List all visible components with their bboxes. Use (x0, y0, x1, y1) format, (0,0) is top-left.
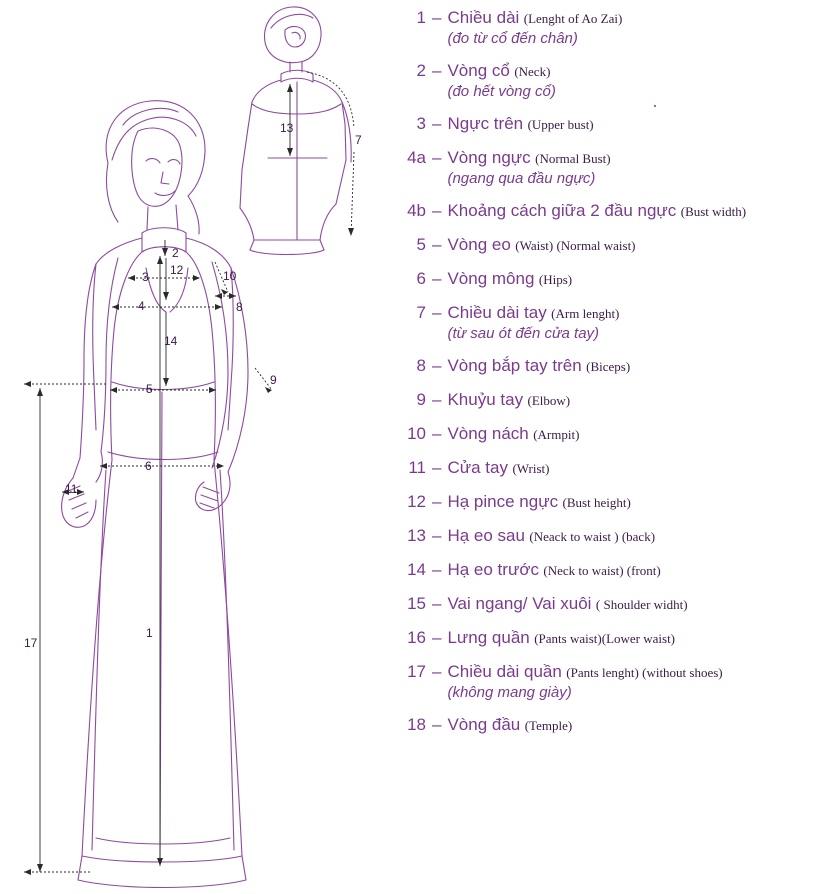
figure-label-13: 13 (280, 121, 294, 135)
legend-body (447, 715, 832, 735)
legend-item-17 (392, 662, 832, 701)
stray-dot-mark (654, 105, 656, 107)
legend-label-en: ( Shoulder widht) (595, 597, 688, 612)
legend-label-en: (Armpit) (533, 427, 580, 442)
legend-dash: – (432, 458, 442, 477)
legend-label-vi: Chiều dài quần (447, 662, 562, 681)
figure-label-9: 9 (270, 373, 277, 387)
legend-dash: – (432, 8, 442, 27)
figure-label-4: 4 (138, 299, 145, 313)
legend-dash: – (432, 269, 442, 288)
legend-body (447, 201, 832, 221)
legend-label-vi: Vòng ngực (447, 148, 531, 167)
legend-dash: – (432, 526, 442, 545)
legend-item-15 (392, 594, 832, 614)
legend-label-en: (Waist) (Normal waist) (515, 238, 636, 253)
legend-item-16 (392, 628, 832, 648)
legend-label-en: (Neck) (514, 64, 551, 79)
legend-dash: – (432, 114, 442, 133)
legend-index: 11 (408, 458, 426, 477)
legend-body (447, 356, 832, 376)
legend-index: 17 (407, 662, 426, 681)
legend-item-2 (392, 61, 832, 100)
figure-label-8: 8 (236, 300, 243, 314)
legend-dash: – (432, 662, 442, 681)
legend-label-en: (Upper bust) (527, 117, 594, 132)
legend-index: 10 (407, 424, 426, 443)
legend-item-6 (392, 269, 832, 289)
legend-label-en: (Neck to waist) (front) (543, 563, 661, 578)
legend-body (447, 303, 832, 342)
figure-label-14: 14 (164, 334, 178, 348)
legend-index: 2 (416, 61, 426, 80)
legend-dash: – (432, 303, 442, 322)
legend-note-vi: (đo hết vòng cổ) (447, 83, 556, 100)
legend-label-vi: Vai ngang/ Vai xuôi (447, 594, 592, 613)
measurement-legend (392, 8, 832, 749)
legend-body (447, 61, 832, 100)
legend-label-vi: Vòng đầu (447, 715, 521, 734)
legend-dash: – (432, 424, 442, 443)
legend-label-vi: Khuỷu tay (447, 390, 524, 409)
legend-dash: – (432, 235, 442, 254)
measure-lines (24, 72, 354, 872)
legend-note-vi: (ngang qua đầu ngực) (447, 170, 596, 187)
legend-label-vi: Vòng bắp tay trên (447, 356, 582, 375)
legend-label-vi: Hạ eo sau (447, 526, 525, 545)
legend-index: 7 (416, 303, 426, 322)
legend-label-en: (Neack to waist ) (back) (529, 529, 656, 544)
legend-index: 8 (416, 356, 426, 375)
legend-note-vi: (từ sau ót đến cửa tay) (447, 325, 600, 342)
legend-index: 9 (416, 390, 426, 409)
legend-dash: – (432, 61, 442, 80)
legend-item-18 (392, 715, 832, 735)
legend-label-vi: Vòng cổ (447, 61, 510, 80)
legend-label-vi: Ngực trên (447, 114, 524, 133)
legend-body (447, 114, 832, 134)
figure-label-11: 11 (65, 482, 78, 496)
figure-label-7: 7 (355, 133, 362, 147)
figure-label-2: 2 (172, 246, 179, 260)
legend-label-vi: Cửa tay (447, 458, 508, 477)
legend-dash: – (432, 390, 442, 409)
legend-body (447, 148, 832, 187)
legend-item-12 (392, 492, 832, 512)
legend-label-en: (Arm lenght) (551, 306, 620, 321)
legend-item-5 (392, 235, 832, 255)
legend-item-8 (392, 356, 832, 376)
legend-label-en: (Elbow) (527, 393, 571, 408)
legend-dash: – (432, 148, 442, 167)
figure-label-5: 5 (146, 382, 153, 396)
legend-item-9 (392, 390, 832, 410)
legend-label-vi: Vòng mông (447, 269, 535, 288)
legend-body (447, 8, 832, 47)
back-view-figure (240, 7, 351, 255)
legend-body (447, 628, 832, 648)
legend-dash: – (432, 356, 442, 375)
legend-index: 12 (407, 492, 426, 511)
legend-item-4b (392, 201, 832, 221)
legend-label-vi: Chiều dài (447, 8, 520, 27)
legend-label-vi: Lưng quần (447, 628, 530, 647)
legend-body (447, 560, 832, 580)
measure-arrowheads (24, 84, 354, 875)
legend-label-vi: Khoảng cách giữa 2 đầu ngực (447, 201, 677, 220)
figure-label-10: 10 (223, 269, 237, 283)
legend-item-14 (392, 560, 832, 580)
legend-dash: – (432, 628, 442, 647)
legend-label-vi: Hạ eo trước (447, 560, 539, 579)
legend-label-en: (Bust width) (680, 204, 747, 219)
legend-label-en: (Biceps) (586, 359, 631, 374)
ao-dai-figure-svg (0, 0, 390, 894)
legend-label-en: (Hips) (538, 272, 573, 287)
legend-index: 14 (407, 560, 426, 579)
legend-dash: – (432, 492, 442, 511)
legend-body (447, 235, 832, 255)
figure-label-3: 3 (142, 270, 149, 284)
legend-body (447, 424, 832, 444)
legend-index: 5 (416, 235, 426, 254)
figure-label-17: 17 (24, 636, 38, 650)
legend-index: 15 (407, 594, 426, 613)
legend-item-11 (392, 458, 832, 478)
legend-item-1 (392, 8, 832, 47)
legend-label-en: (Pants waist)(Lower waist) (534, 631, 676, 646)
legend-label-vi: Hạ pince ngực (447, 492, 559, 511)
legend-label-vi: Chiều dài tay (447, 303, 547, 322)
legend-label-en: (Lenght of Ao Zai) (523, 11, 623, 26)
figure-label-6: 6 (145, 459, 152, 473)
legend-index: 13 (407, 526, 426, 545)
legend-item-3 (392, 114, 832, 134)
legend-dash: – (432, 560, 442, 579)
legend-body (447, 526, 832, 546)
legend-dash: – (432, 201, 442, 220)
legend-body (447, 662, 832, 701)
legend-label-en: (Bust height) (562, 495, 631, 510)
legend-label-vi: Vòng eo (447, 235, 511, 254)
legend-body (447, 390, 832, 410)
legend-label-en: (Normal Bust) (535, 151, 611, 166)
figure-label-12: 12 (170, 263, 184, 277)
legend-item-10 (392, 424, 832, 444)
legend-body (447, 269, 832, 289)
legend-dash: – (432, 715, 442, 734)
legend-label-vi: Vòng nách (447, 424, 529, 443)
front-view-figure (62, 101, 248, 888)
figure-illustration (0, 0, 390, 894)
legend-index: 4a (407, 148, 426, 167)
legend-item-4a (392, 148, 832, 187)
legend-label-en: (Temple) (524, 718, 573, 733)
legend-body (447, 594, 832, 614)
legend-index: 1 (416, 8, 426, 27)
legend-note-vi: (không mang giày) (447, 684, 572, 701)
legend-label-en: (Pants lenght) (without shoes) (566, 665, 723, 680)
legend-item-13 (392, 526, 832, 546)
legend-index: 16 (407, 628, 426, 647)
legend-body (447, 458, 832, 478)
legend-index: 6 (416, 269, 426, 288)
legend-item-7 (392, 303, 832, 342)
legend-note-vi: (đo từ cổ đến chân) (447, 30, 578, 47)
legend-index: 4b (407, 201, 426, 220)
legend-body (447, 492, 832, 512)
legend-index: 18 (407, 715, 426, 734)
legend-label-en: (Wrist) (512, 461, 550, 476)
legend-index: 3 (416, 114, 426, 133)
figure-label-1: 1 (146, 626, 153, 640)
legend-dash: – (432, 594, 442, 613)
